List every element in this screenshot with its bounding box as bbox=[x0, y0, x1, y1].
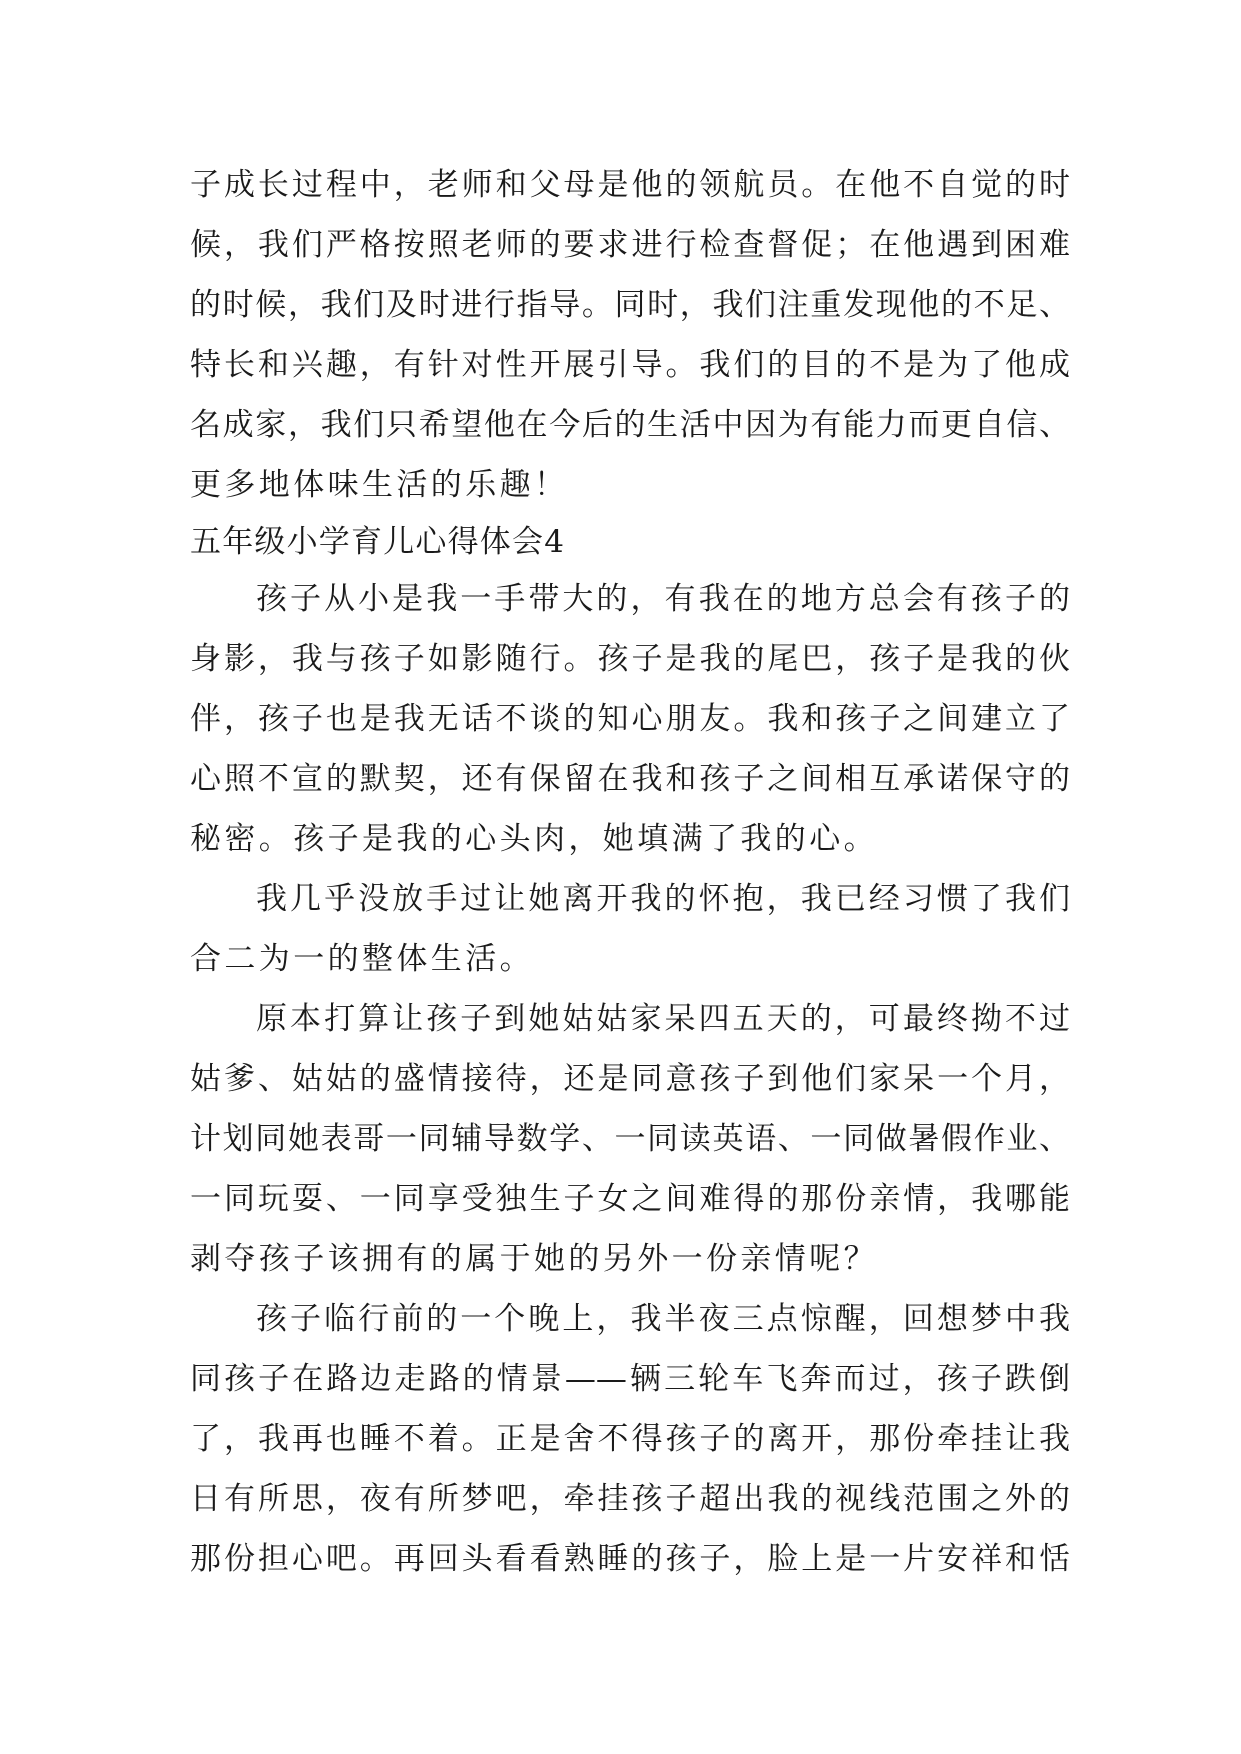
paragraph-line: 那份担心吧。再回头看看熟睡的孩子，脸上是一片安祥和恬 bbox=[190, 1541, 1070, 1577]
paragraph-line: 伴，孩子也是我无话不谈的知心朋友。我和孩子之间建立了 bbox=[190, 701, 1070, 737]
paragraph-line: 秘密。孩子是我的心头肉，她填满了我的心。 bbox=[190, 821, 878, 857]
paragraph-line: 姑爹、姑姑的盛情接待，还是同意孩子到他们家呆一个月， bbox=[190, 1061, 1070, 1097]
paragraph-line: 计划同她表哥一同辅导数学、一同读英语、一同做暑假作业、 bbox=[190, 1121, 1070, 1157]
paragraph-line: 孩子从小是我一手带大的，有我在的地方总会有孩子的 bbox=[256, 581, 1070, 617]
text-line: 更多地体味生活的乐趣！ bbox=[190, 467, 569, 503]
text-line: 子成长过程中，老师和父母是他的领航员。在他不自觉的时 bbox=[190, 167, 1070, 203]
paragraph-line: 原本打算让孩子到她姑姑家呆四五天的，可最终拗不过 bbox=[256, 1001, 1070, 1037]
paragraph-line: 身影，我与孩子如影随行。孩子是我的尾巴，孩子是我的伙 bbox=[190, 641, 1070, 677]
paragraph-line: 同孩子在路边走路的情景——辆三轮车飞奔而过，孩子跌倒 bbox=[190, 1361, 1070, 1397]
paragraph-line: 剥夺孩子该拥有的属于她的另外一份亲情呢？ bbox=[190, 1241, 878, 1277]
paragraph-line: 了，我再也睡不着。正是舍不得孩子的离开，那份牵挂让我 bbox=[190, 1421, 1070, 1457]
paragraph-line: 日有所思，夜有所梦吧，牵挂孩子超出我的视线范围之外的 bbox=[190, 1481, 1070, 1517]
text-line: 特长和兴趣，有针对性开展引导。我们的目的不是为了他成 bbox=[190, 347, 1070, 383]
paragraph-line: 心照不宣的默契，还有保留在我和孩子之间相互承诺保守的 bbox=[190, 761, 1070, 797]
paragraph-line: 合二为一的整体生活。 bbox=[190, 941, 534, 977]
text-line: 名成家，我们只希望他在今后的生活中因为有能力而更自信、 bbox=[190, 407, 1070, 443]
paragraph-line: 一同玩耍、一同享受独生子女之间难得的那份亲情，我哪能 bbox=[190, 1181, 1070, 1217]
text-line: 候，我们严格按照老师的要求进行检查督促；在他遇到困难 bbox=[190, 227, 1070, 263]
text-line: 的时候，我们及时进行指导。同时，我们注重发现他的不足、 bbox=[190, 287, 1070, 323]
section-heading: 五年级小学育儿心得体会4 bbox=[190, 524, 566, 560]
paragraph-line: 我几乎没放手过让她离开我的怀抱，我已经习惯了我们 bbox=[256, 881, 1070, 917]
paragraph-line: 孩子临行前的一个晚上，我半夜三点惊醒，回想梦中我 bbox=[256, 1301, 1070, 1337]
